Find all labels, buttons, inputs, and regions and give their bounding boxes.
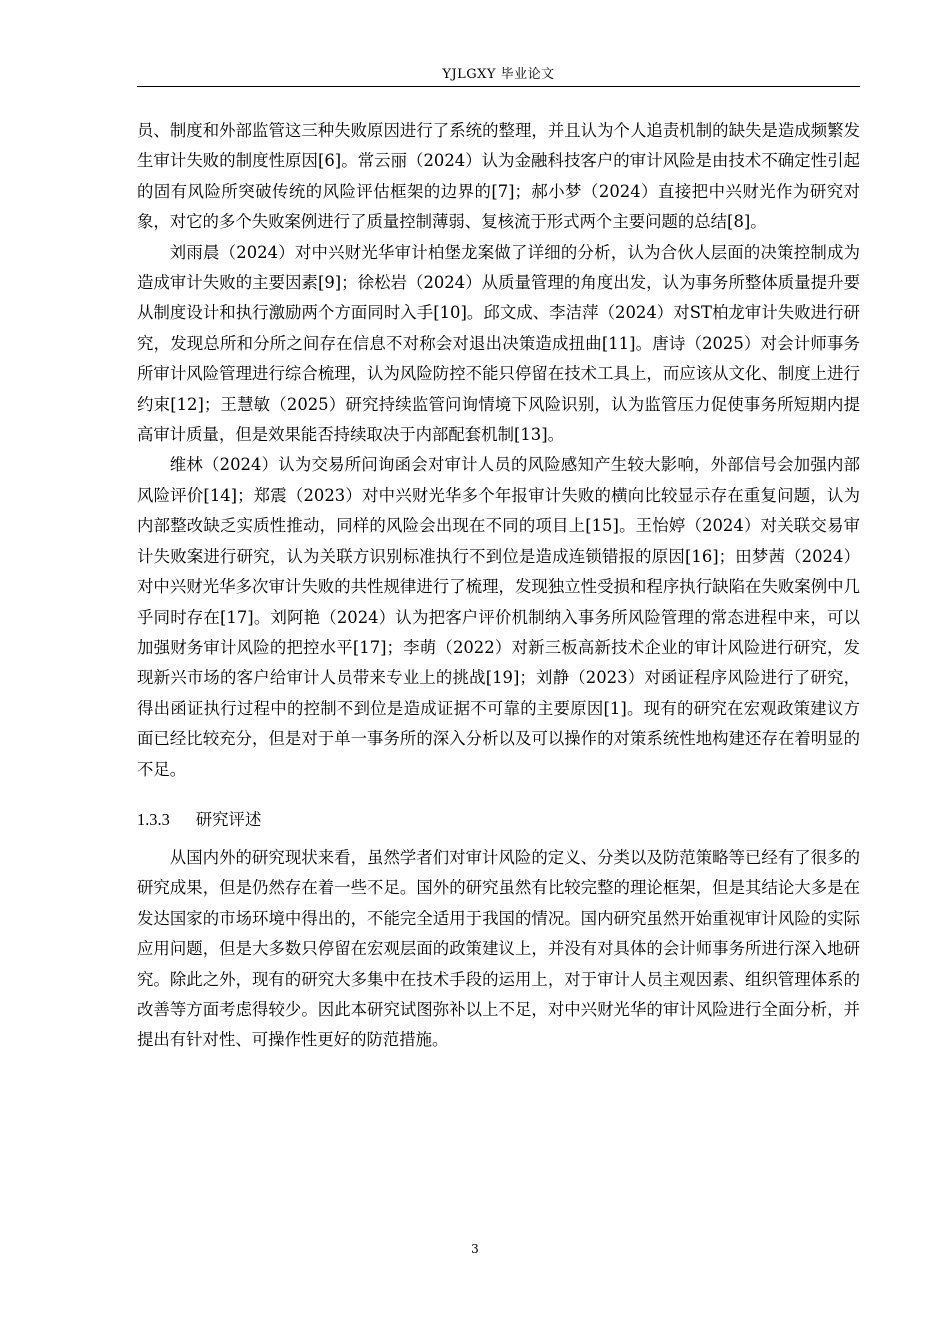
paragraph: 刘雨晨（2024）对中兴财光华审计柏堡龙案做了详细的分析，认为合伙人层面的决策控制成为造成审计失败的主要因素[9]；徐松岩（2024）从质量管理的角度出发，认为事务所整体质量提升要从制度设计和执行激励两个方面同时入手[10]。邱文成、李洁萍（2024）对ST柏龙审计失败进行研究，发现总所和分所之间存在信息不对称会对退出决策造成扭曲[11]。唐诗（2025）对会计师事务所审计风险管理进行综合梳理，认为风险防控不能只停留在技术工具上，而应该从文化、制度上进行约束[12]；王慧敏（2025）研究持续监管问询情境下风险识别，认为监管压力促使事务所短期内提高审计质量，但是效果能否持续取决于内部配套机制[13]。 xyxy=(137,242,860,445)
page-header: YJLGXY 毕业论文 xyxy=(137,64,860,87)
page-number: 3 xyxy=(471,1242,479,1256)
review-paragraph: 从国内外的研究现状来看，虽然学者们对审计风险的定义、分类以及防范策略等已经有了很多的研究成果，但是仍然存在着一些不足。国外的研究虽然有比较完整的理论框架，但是其结论大多是在发达国家的市场环境中得出的，不能完全适用于我国的情况。国内研究虽然开始重视审计风险的实际应用问题，但是大多数只停留在宏观层面的政策建议上，并没有对具体的会计师事务所进行深入地研究。除此之外，现有的研究大多集中在技术手段的运用上，对于审计人员主观因素、组织管理体系的改善等方面考虑得较少。因此本研究试图弥补以上不足，对中兴财光华的审计风险进行全面分析，并提出有针对性、可操作性更好的防范措施。 xyxy=(137,847,860,1050)
section-title: 研究评述 xyxy=(195,809,262,829)
paragraph: 维林（2024）认为交易所问询函会对审计人员的风险感知产生较大影响，外部信号会加强内部风险评价[14]；郑震（2023）对中兴财光华多个年报审计失败的横向比较显示存在重复问题，认为内部整改缺乏实质性推动，同样的风险会出现在不同的项目上[15]。王怡婷（2024）对关联交易审计失败案进行研究，认为关联方识别标准执行不到位是造成连锁错报的原因[16]；田梦茜（2024）对中兴财光华多次审计失败的共性规律进行了梳理，发现独立性受损和程序执行缺陷在失败案例中几乎同时存在[17]。刘阿艳（2024）认为把客户评价机制纳入事务所风险管理的常态进程中来，可以加强财务审计风险的把控水平[17]；李萌（2022）对新三板高新技术企业的审计风险进行研究，发现新兴市场的客户给审计人员带来专业上的挑战[19]；刘静（2023）对函证程序风险进行了研究，得出函证执行过程中的控制不到位是造成证据不可靠的主要原因[1]。现有的研究在宏观政策建议方面已经比较充分，但是对于单一事务所的深入分析以及可以操作的对策系统性地构建还存在着明显的不足。 xyxy=(137,455,860,779)
section-heading xyxy=(137,805,860,835)
paragraph-continued: 员、制度和外部监管这三种失败原因进行了系统的整理，并且认为个人追责机制的缺失是造成频繁发生审计失败的制度性原因[6]。常云丽（2024）认为金融科技客户的审计风险是由技术不确定性引起的固有风险所突破传统的风险评估框架的边界的[7]；郝小梦（2024）直接把中兴财光作为研究对象，对它的多个失败案例进行了质量控制薄弱、复核流于形式两个主要问题的总结[8]。 xyxy=(137,121,860,232)
section-number: 1.3.3 xyxy=(137,809,170,829)
document-body xyxy=(137,116,860,1056)
